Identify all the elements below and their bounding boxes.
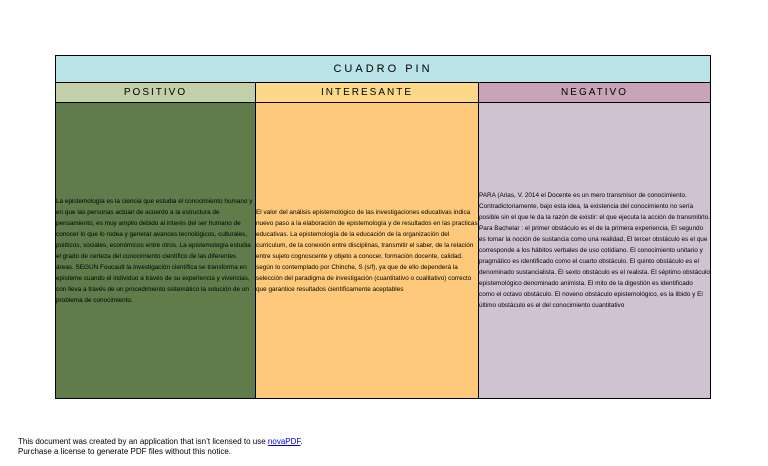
positivo-cell <box>56 103 256 399</box>
negativo-cell <box>479 103 711 399</box>
license-line-1-suffix: . <box>300 437 303 446</box>
pin-table <box>55 55 711 399</box>
license-line-2: Purchase a license to generate PDF files without this notice. <box>18 447 231 456</box>
header-positivo: POSITIVO <box>56 83 256 103</box>
interesante-text: El valor del análisis epistemológico de las investigaciones educativas indica nuevo paso a la elaboración de epistemología y de resultados en las practicas educativas. La epistemología de la educación de la organización del curriculum, de la conexión entre disciplinas, transmitir el saber, de la relación entre sujeto cognoscente y objeto a conocer, formación docente, calidad. según lo contemplado por Chinche, S (s/f), ya que de ello dependerá la selección del paradigma de investigación (cuantitativo o cualitativo) correcto que garantice resultados científicamente aceptables <box>256 208 478 293</box>
header-interesante: INTERESANTE <box>256 83 479 103</box>
table-title: CUADRO PIN <box>56 56 711 83</box>
interesante-cell <box>256 103 479 399</box>
license-line-1-prefix: This document was created by an application that isn’t licensed to use <box>18 437 268 446</box>
positivo-text: La epistemología es la ciencia que estudia el conocimiento humano y en que las personas actúan de acuerdo a la estructura de pensamiento, es muy amplio debido al interés del ser humano de conocer lo que lo rodea y generar avances tecnológicos, culturales, políticos, sociales, económicos entre otros. La epistemología estudia el grado de certeza del conocimiento científico de las diferentes áreas. SEGUN Foucault la investigación científica se transforma en episteme cuando el individuo a través de su experiencia y vivencias, con lleva a través de un procedimiento sistemático la solución de un problema de conocimiento. <box>56 197 253 304</box>
header-negativo: NEGATIVO <box>479 83 711 103</box>
license-line-1 <box>18 437 303 447</box>
license-notice <box>18 437 303 457</box>
negativo-text: PARA (Arias, V. 2014 el Docente es un mero transmisor de conocimiento. Contradictoriamente, bajo esta idea, la existencia del conocimiento no sería posible sin el que le da la razón de existir: el que ejecuta la acción de transmitirlo. Para Bachelar : el primer obstáculo es el de la primera experiencia, El segundo es tomar la noción de sustancia como una realidad, El tercer obstáculo es el que corresponde a los hábitos verbales de uso cotidiano. El conocimiento unitario y pragmático es identificado como el cuarto obstáculo. El quinto obstáculo es el denominado sustancialista. El sexto obstáculo es el realista. El séptimo obstáculo epistemológico denominado animista. El mito de la digestión es identificado como el octavo obstáculo. El noveno obstáculo epistemológico, es la libido y El último obstáculo es el del conocimiento cuantitativo <box>479 192 710 309</box>
novapdf-link[interactable]: novaPDF <box>267 437 301 446</box>
